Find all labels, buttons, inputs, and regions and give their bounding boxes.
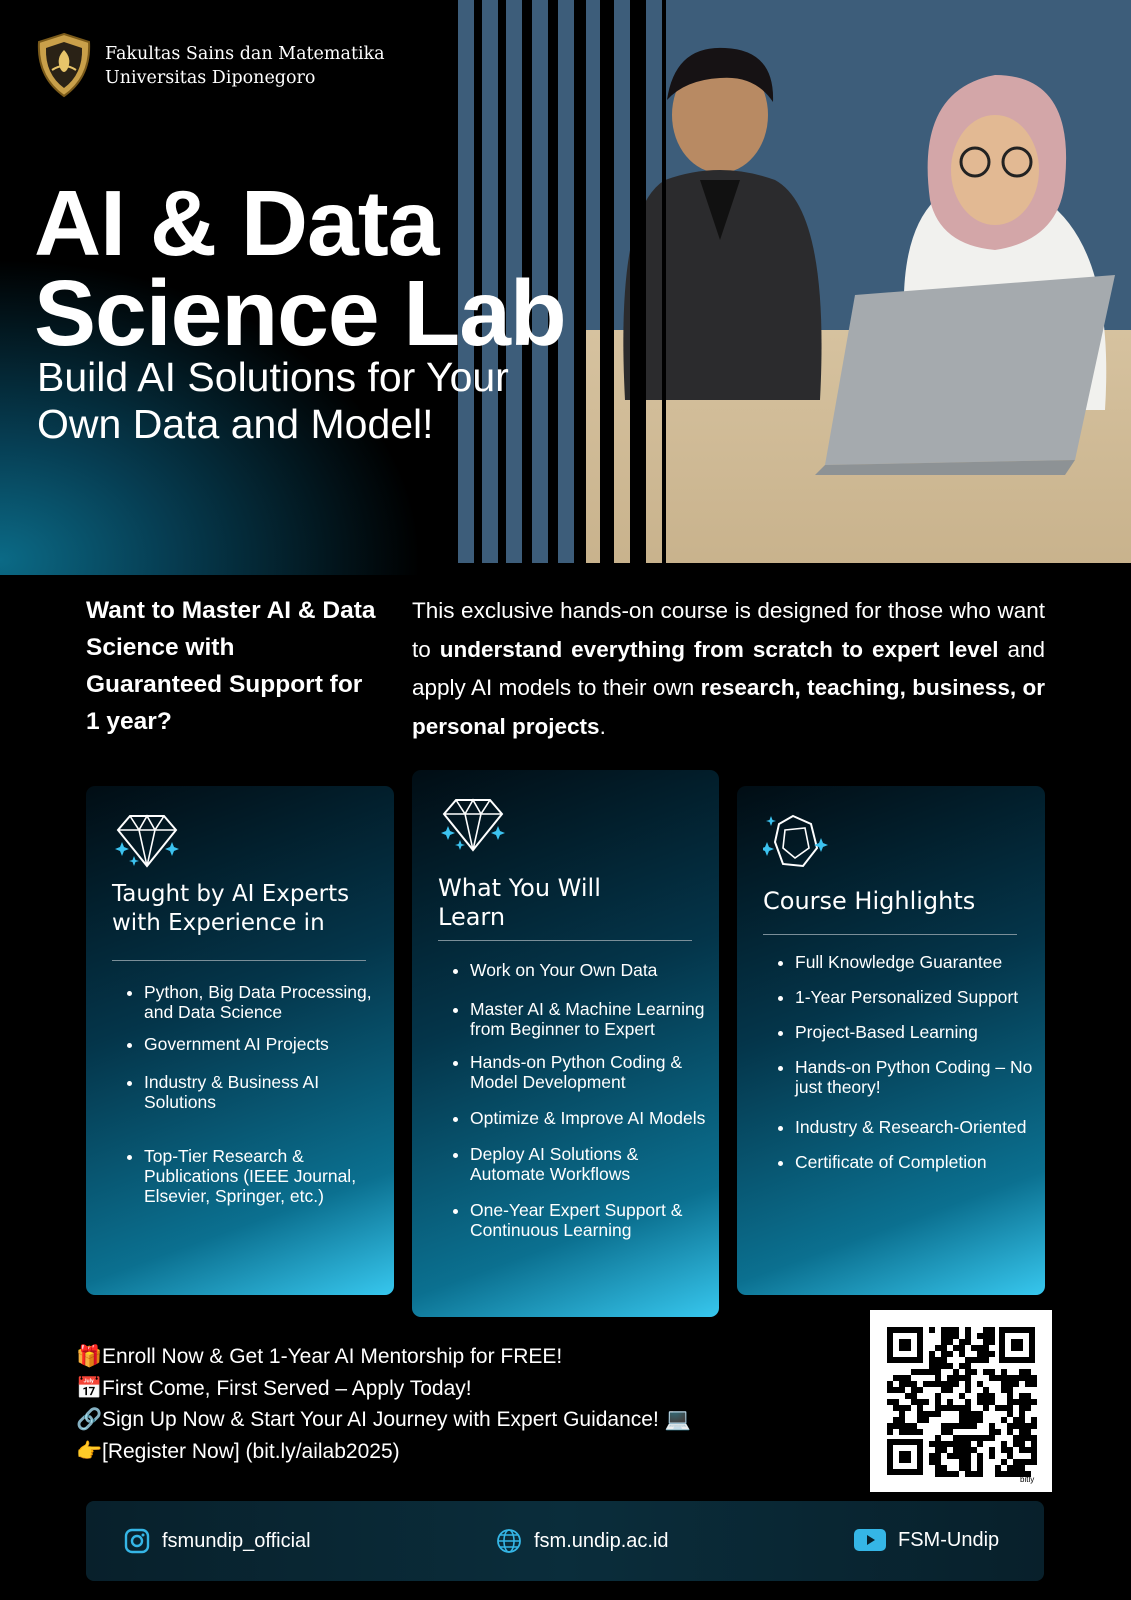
list-item: • Python, Big Data Processing, and Data Science: [144, 982, 374, 1022]
list-item: • Work on Your Own Data: [470, 960, 710, 980]
card-title: Taught by AI Experts with Experience in: [112, 881, 350, 936]
instagram-link[interactable]: [124, 1528, 311, 1554]
university-line: Universitas Diponegoro: [105, 68, 316, 88]
gift-icon: 🎁: [76, 1345, 103, 1368]
list-item: • Hands-on Python Coding – No just theory!: [795, 1057, 1035, 1097]
hero-section: [0, 0, 1131, 575]
cta-text: Enroll Now & Get 1-Year AI Mentorship for FREE!: [102, 1345, 563, 1368]
list-item: • Master AI & Machine Learning from Beginner to Expert: [470, 999, 710, 1039]
instagram-handle: fsmundip_official: [162, 1529, 311, 1552]
diamond-icon: [112, 812, 182, 872]
list-item: • Top-Tier Research & Publications (IEEE Journal, Elsevier, Springer, etc.): [144, 1146, 374, 1206]
university-logo: [36, 32, 92, 98]
youtube-link[interactable]: [854, 1528, 999, 1552]
list-item: • Hands-on Python Coding & Model Development: [470, 1052, 710, 1092]
list-item: • Deploy AI Solutions & Automate Workflows: [470, 1144, 710, 1184]
intro-text: This exclusive hands-on course is designed for those who want to: [412, 598, 1045, 662]
divider: [763, 934, 1017, 935]
subtitle-line: Own Data and Model!: [37, 401, 434, 447]
pointing-hand-icon: 👉: [76, 1439, 103, 1463]
call-to-action: [76, 1341, 691, 1467]
list-item: • Full Knowledge Guarantee: [795, 952, 1035, 972]
list-item: • One-Year Expert Support & Continuous Learning: [470, 1200, 710, 1240]
globe-icon: [496, 1528, 522, 1554]
card-learn: [412, 770, 719, 1317]
highlights-list: [765, 952, 1035, 1172]
divider: [438, 940, 692, 941]
qr-caption: bitly: [1020, 1475, 1035, 1484]
experience-list: [114, 982, 374, 1206]
intro-text: .: [599, 713, 606, 739]
laptop: [815, 275, 1125, 475]
list-item: • Government AI Projects: [144, 1034, 374, 1054]
calendar-icon: 📅: [76, 1376, 103, 1400]
diamond-icon: [438, 796, 508, 856]
page-subtitle: [37, 354, 509, 448]
youtube-channel: FSM-Undip: [898, 1528, 1000, 1551]
cta-line: [76, 1341, 691, 1373]
card-title: Course Highlights: [763, 887, 976, 915]
cta-text: [Register Now] (bit.ly/ailab2025): [102, 1439, 400, 1463]
page-title: [34, 171, 566, 365]
qr-code-image: [870, 1310, 1052, 1492]
cta-text: Sign Up Now & Start Your AI Journey with Expert Guidance!: [102, 1408, 659, 1431]
card-highlights: [737, 786, 1045, 1295]
intro-text: and apply AI models to their own: [412, 636, 1045, 700]
website-link[interactable]: [496, 1528, 669, 1554]
register-link[interactable]: [76, 1436, 691, 1468]
card-title: What You Will Learn: [438, 874, 601, 931]
title-line: AI & Data: [34, 171, 439, 275]
list-item: • Project-Based Learning: [795, 1022, 1035, 1042]
list-item: • Certificate of Completion: [795, 1152, 1035, 1172]
qr-code[interactable]: [870, 1310, 1052, 1492]
youtube-icon: [854, 1528, 886, 1552]
website-url: fsm.undip.ac.id: [534, 1529, 669, 1552]
intro-bold: understand everything from scratch to expert level: [439, 636, 999, 662]
laptop-icon: 💻: [664, 1408, 691, 1431]
cta-line: [76, 1373, 691, 1405]
faculty-line: Fakultas Sains dan Matematika: [105, 44, 385, 64]
link-icon: 🔗: [76, 1408, 103, 1431]
cta-text: First Come, First Served – Apply Today!: [102, 1376, 472, 1400]
learn-list: [440, 960, 710, 1240]
question-heading: Want to Master AI & Data Science with Guaranteed Support for 1 year?: [86, 597, 376, 735]
footer: [86, 1501, 1044, 1581]
title-line: Science Lab: [34, 261, 566, 365]
list-item: • Industry & Business AI Solutions: [144, 1072, 374, 1112]
gem-icon: [763, 812, 833, 872]
intro-bold: research, teaching, business, or personal projects: [412, 675, 1045, 739]
subtitle-line: Build AI Solutions for Your: [37, 354, 509, 400]
faculty-name: [105, 42, 385, 90]
cta-line: [76, 1404, 691, 1436]
instagram-icon: [124, 1528, 150, 1554]
divider: [112, 960, 366, 961]
list-item: • 1-Year Personalized Support: [795, 987, 1035, 1007]
list-item: • Industry & Research-Oriented: [795, 1117, 1035, 1137]
list-item: • Optimize & Improve AI Models: [470, 1108, 710, 1128]
intro-paragraph: [412, 592, 1045, 746]
card-experts: [86, 786, 394, 1295]
